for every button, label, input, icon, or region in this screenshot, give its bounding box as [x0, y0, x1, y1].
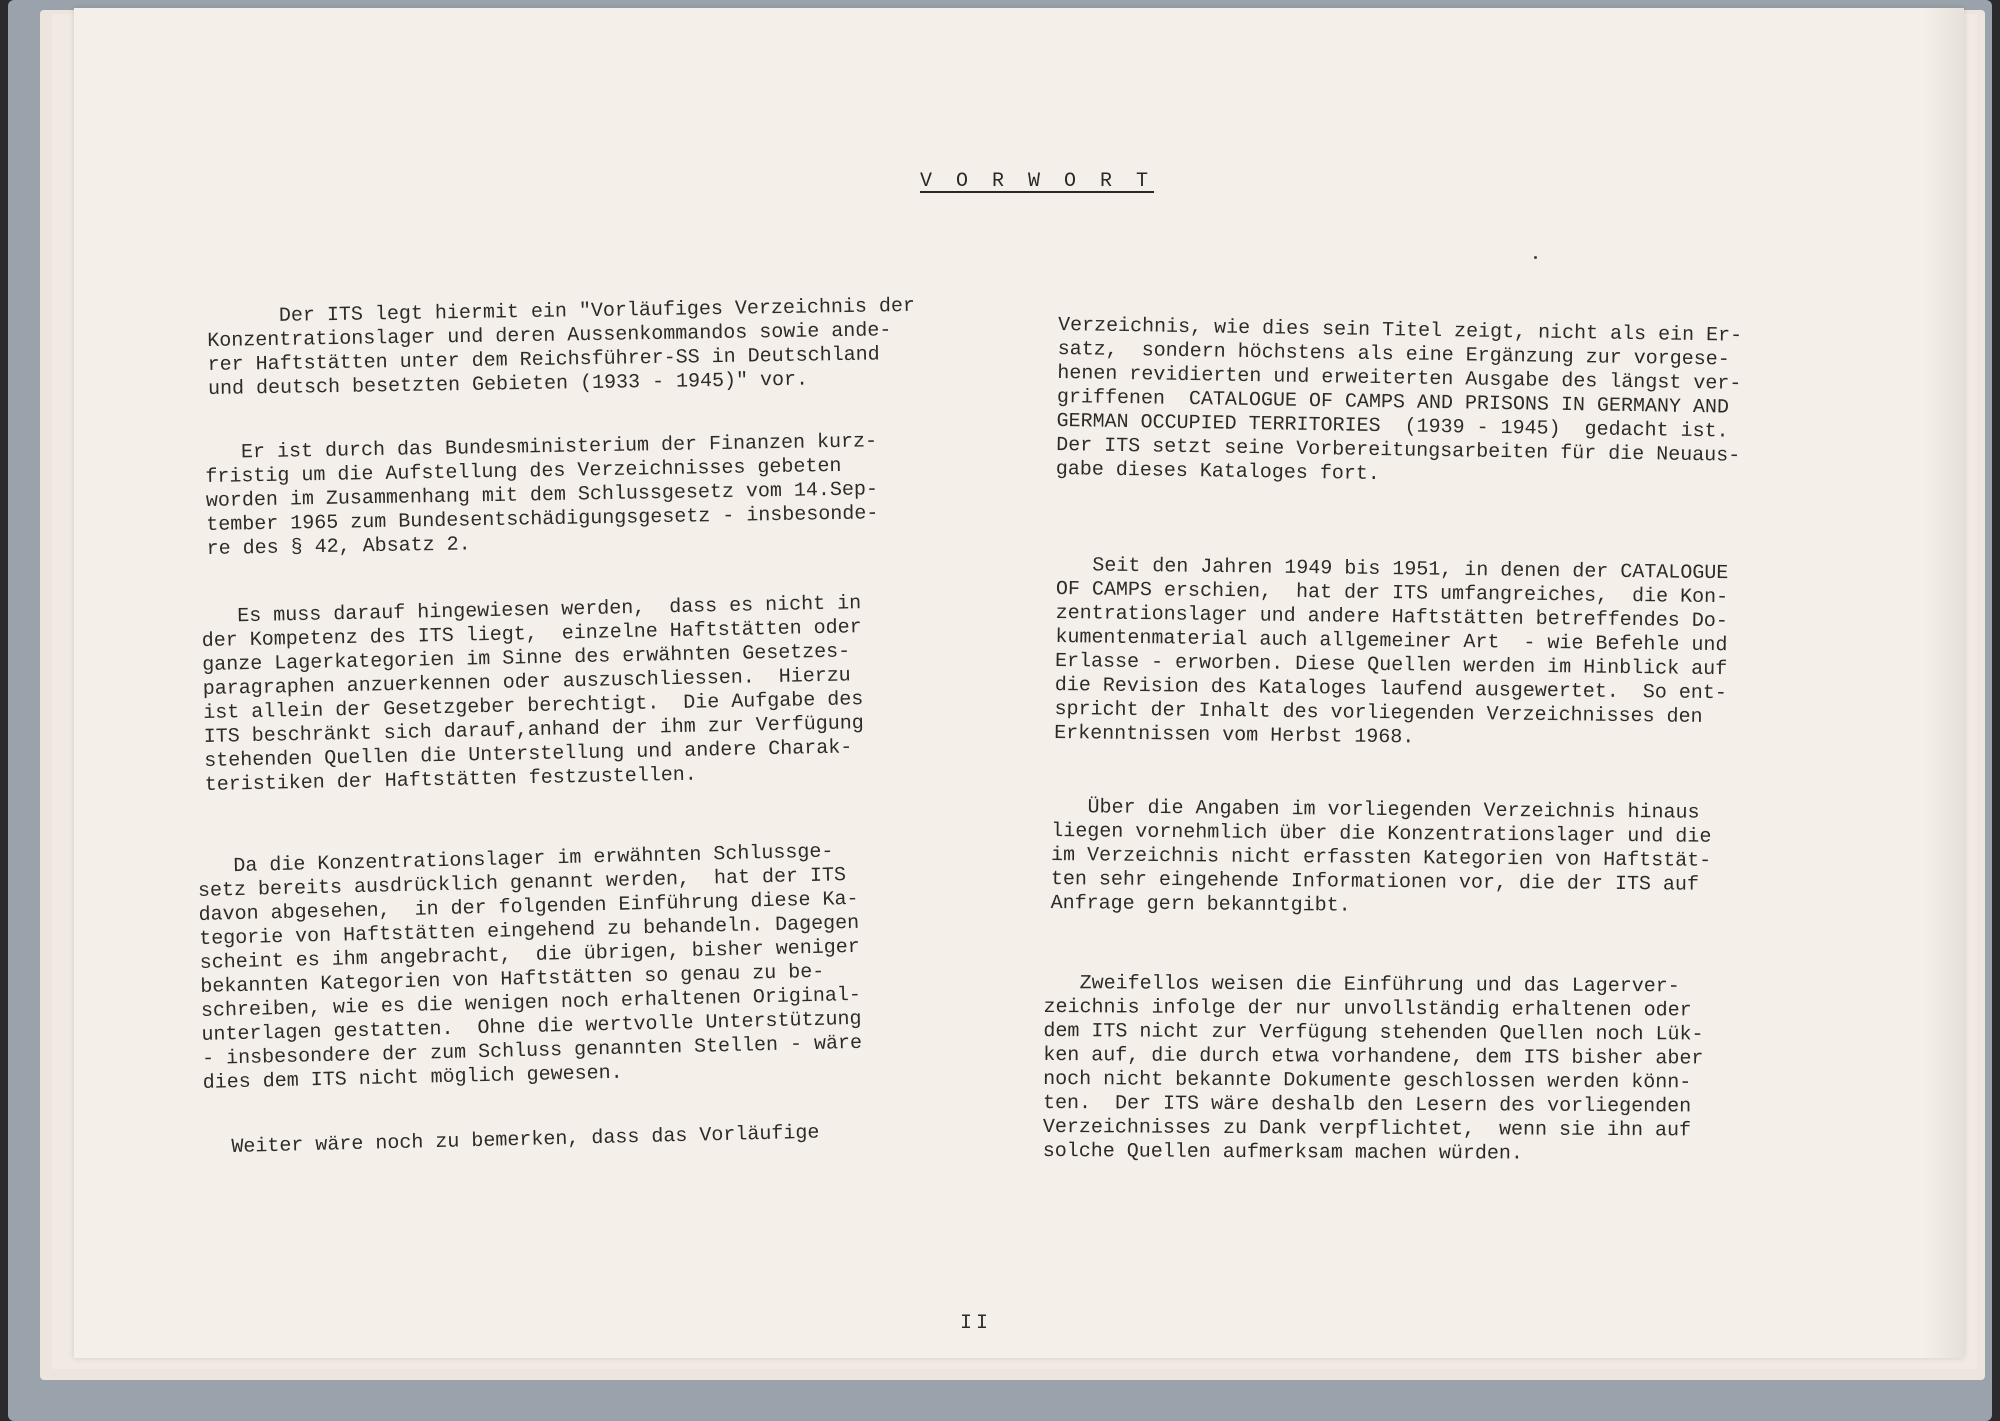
document-page: [74, 8, 1964, 1358]
paragraph-text: Es muss darauf hingewiesen werden, dass es nicht in der Kompetenz des ITS liegt, einzelne Haftstätten oder ganze Lagerkategorien im Sinne des erwähnten Gesetzes- paragraphen anzuerkennen oder auszuschliessen. Hierzu ist allein der Gesetzgeber berechtigt. Die Aufgabe des ITS beschränkt sich darauf,anhand der ihm zur Verfügung stehenden Quellen die Unterstellung und andere Charak- teristiken der Haftstätten festzustellen.: [201, 592, 864, 797]
page-number: II: [960, 1312, 993, 1335]
paragraph-text: Er ist durch das Bundesministerium der Finanzen kurz- fristig um die Aufstellung des Verzeichnisses gebeten worden im Zusammenhang mit dem Schlussgesetz vom 14.Sep- tember 1965 zum Bundesentschädigungsgesetz - insbesonde- re des § 42, Absatz 2.: [204, 430, 879, 561]
left-paragraph-5: [230, 1074, 821, 1208]
ink-dot: [1534, 256, 1537, 259]
right-paragraph-1: [1055, 266, 1743, 541]
paragraph-text: Weiter wäre noch zu bemerken, dass das Vorläufige: [231, 1121, 820, 1159]
page-title: V O R W O R T: [920, 170, 1155, 193]
paragraph-text: Seit den Jahren 1949 bis 1951, in denen der CATALOGUE OF CAMPS erschien, hat der ITS umfangreiches, die Kon- zentrationslager und andere Haftstätten betreffendes Do- kumentenmaterial auch allgemeiner Art - wie Befehle und Erlasse - erworben. Diese Quellen werden im Hinblick auf die Revision des Kataloges laufend ausgewertet. So ent- spricht der Inhalt des vorliegenden Verzeichnisses den Erkenntnissen vom Herbst 1968.: [1054, 553, 1729, 750]
page-right-shadow: [1924, 8, 1964, 1358]
paragraph-text: Über die Angaben im vorliegenden Verzeichnis hinaus liegen vornehmlich über die Konzentrationslager und die im Verzeichnis nicht erfassten Kategorien von Haftstät- ten sehr eingehende Informationen vor, die der ITS auf Anfrage gern bekanntgibt.: [1050, 795, 1712, 918]
paragraph-text: Da die Konzentrationslager im erwähnten Schlussge- setz bereits ausdrücklich genannt werden, hat der ITS davon abgesehen, in der folgenden Einführung diese Ka- tegorie von Haftstätten eingehend zu behandeln. Dagegen scheint es ihm angebracht, die übrigen, bisher weniger bekannten Kategorien von Haftstätten so genau zu be- schreiben, wie es die wenigen noch erhaltenen Original- unterlagen gestatten. Ohne die wertvolle Unterstützung - insbesondere der zum Schluss genannten Stellen - wäre dies dem ITS nicht möglich gewesen.: [197, 840, 863, 1095]
paragraph-text: Der ITS legt hiermit ein "Vorläufiges Verzeichnis der Konzentrationslager und deren Aussenkommandos sowie ande- rer Haftstätten unter dem Reichsführer-SS in Deutschland und deutsch besetzten Gebieten (1933 - 1945)" vor.: [206, 294, 916, 401]
paragraph-text: Zweifellos weisen die Einführung und das Lagerver- zeichnis infolge der nur unvollständig erhaltenen oder dem ITS nicht zur Verfügung stehenden Quellen noch Lük- ken auf, die durch etwa vorhandene, dem ITS bisher aber noch nicht bekannte Dokumente geschlossen werden könn- ten. Der ITS wäre deshalb den Lesern des vorliegenden Verzeichnisses zu Dank verpflichtet, wenn sie ihn auf solche Quellen aufmerksam machen würden.: [1042, 971, 1704, 1166]
right-paragraph-4: [1042, 924, 1704, 1215]
paragraph-text: Verzeichnis, wie dies sein Titel zeigt, nicht als ein Er- satz, sondern höchstens als eine Ergänzung zur vorgese- henen revidierten und erweiterten Ausgabe des längst ver- griffenen CATALOGUE OF CAMPS AND PRISONS IN GERMANY AND GERMAN OCCUPIED TERRITORIES (1939 - 1945) gedacht ist. Der ITS setzt seine Vorbereitungsarbeiten für die Neuaus- gabe dieses Kataloges fort.: [1055, 313, 1743, 487]
